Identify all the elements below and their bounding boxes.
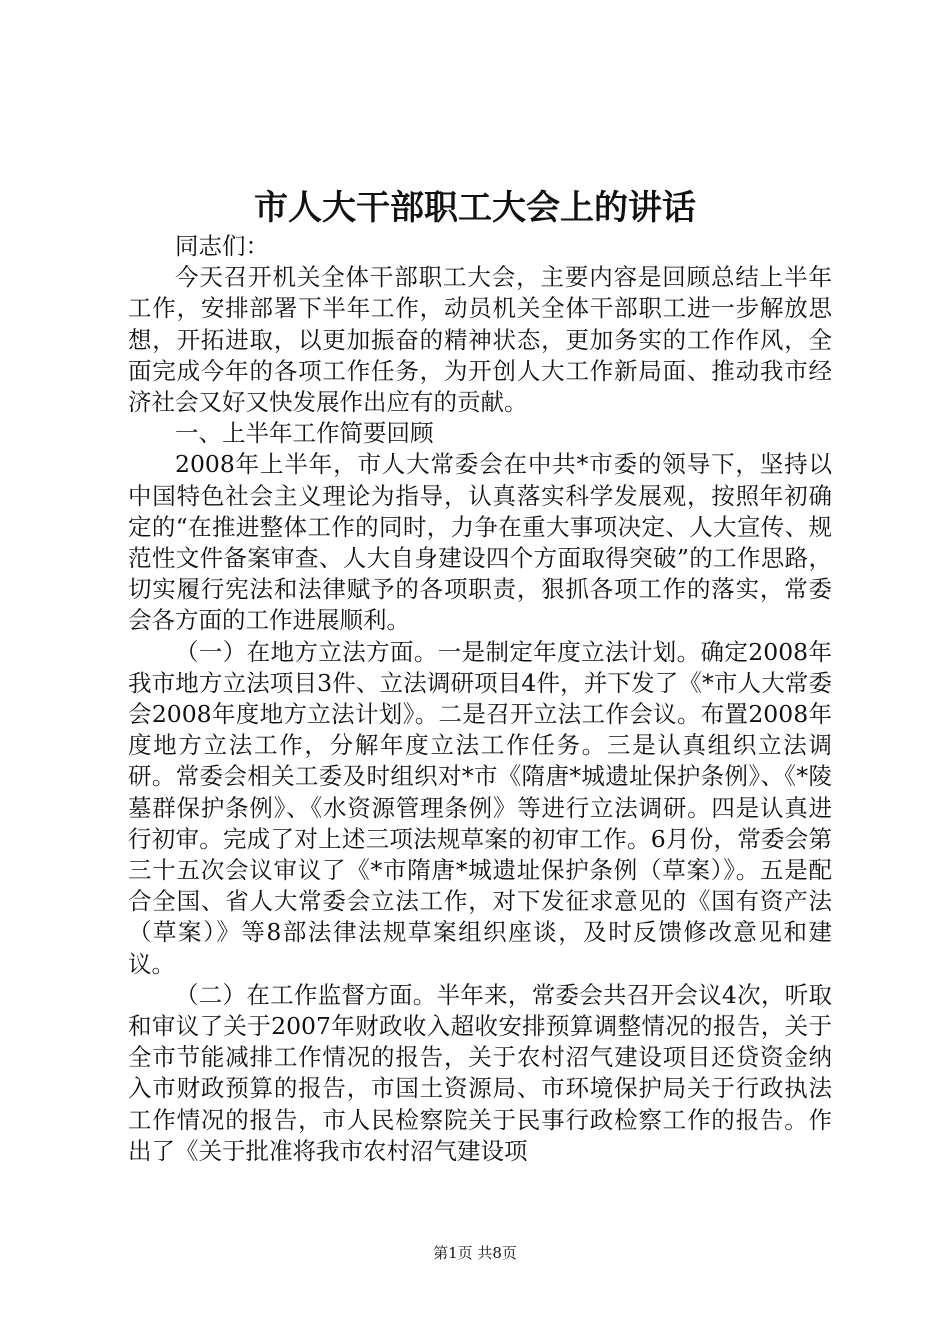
document-body — [128, 231, 832, 1167]
paragraph-intro: 今天召开机关全体干部职工大会，主要内容是回顾总结上半年工作，安排部署下半年工作，动员机关全体干部职工进一步解放思想，开拓进取，以更加振奋的精神状态，更加务实的工作作风，全面完成今年的各项工作任务，为开创人大工作新局面、推动我市经济社会又好又快发展作出应有的贡献。 — [128, 263, 832, 417]
paragraph-supervision: （二）在工作监督方面。半年来，常委会共召开会议4次，听取和审议了关于2007年财政收入超收安排预算调整情况的报告，关于全市节能减排工作情况的报告，关于农村沼气建设项目还贷资金纳入市财政预算的报告，市国土资源局、市环境保护局关于行政执法工作情况的报告，市人民检察院关于民事行政检察工作的报告。作出了《关于批准将我市农村沼气建设项 — [128, 980, 832, 1165]
section-heading: 一、上半年工作简要回顾 — [175, 419, 434, 448]
salutation: 同志们： — [175, 232, 269, 260]
paragraph-legislation: （一）在地方立法方面。一是制定年度立法计划。确定2008年我市地方立法项目3件、立法调研项目4件，并下发了《*市人大常委会2008年度地方立法计划》。二是召开立法工作会议。布置2008年度地方立法工作，分解年度立法工作任务。三是认真组织立法调研。常委会相关工委及时组织对*市《隋唐*城遗址保护条例》、《*陵墓群保护条例》、《水资源管理条例》等进行立法调研。四是认真进行初审。完成了对上述三项法规草案的初审工作。6月份，常委会第三十五次会议审议了《*市隋唐*城遗址保护条例（草案）》。五是配合全国、省人大常委会立法工作，对下发征求意见的《国有资产法（草案）》等8部法律法规草案组织座谈，及时反馈修改意见和建议。 — [128, 637, 832, 978]
paragraph-review: 2008年上半年，市人大常委会在中共*市委的领导下，坚持以中国特色社会主义理论为指导，认真落实科学发展观，按照年初确定的“在推进整体工作的同时，力争在重大事项决定、人大宣传、规范性文件备案审查、人大自身建设四个方面取得突破”的工作思路，切实履行宪法和法律赋予的各项职责，狠抓各项工作的落实，常委会各方面的工作进展顺利。 — [128, 450, 832, 635]
page-footer: 第1页 共8页 — [433, 1244, 517, 1262]
document-title: 市人大干部职工大会上的讲话 — [254, 188, 696, 228]
